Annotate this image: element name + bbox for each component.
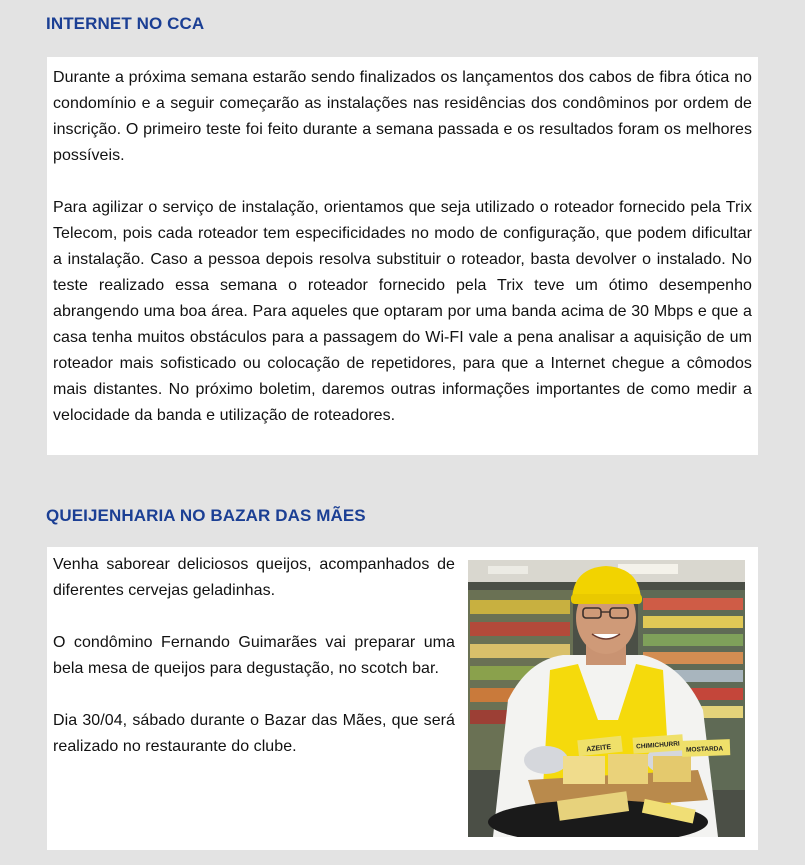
queijenharia-article-box [47,547,758,850]
queijenharia-paragraph-2: O condômino Fernando Guimarães vai preparar uma bela mesa de queijos para degustação, no scotch bar. [53,634,455,677]
photo-label-chimichurri: CHIMICHURRI [635,740,680,751]
section-title-internet: INTERNET NO CCA [46,14,205,33]
photo-label-mostarda: MOSTARDA [685,745,724,754]
internet-article-box [47,57,758,455]
queijenharia-paragraph-3: Dia 30/04, sábado durante o Bazar das Mães, que será realizado no restaurante do clube. [53,712,455,755]
queijenharia-text [53,552,455,760]
internet-paragraph-2: Para agilizar o serviço de instalação, orientamos que seja utilizado o roteador fornecido pela Trix Telecom, pois cada roteador tem especificidades no modo de configuração, que podem dificultar a instalação. Caso a pessoa depois resolva substituir o roteador, basta devolver o instalado. No teste realizado essa semana o roteador fornecido pela Trix teve um ótimo desempenho abrangendo uma boa área. Para aqueles que optaram por uma banda acima de 30 Mbps e que a casa tenha muitos obstáculos para a passagem do Wi-FI vale a pena analisar a aquisição de um roteador mais sofisticado ou colocação de repetidores, para que a Internet chegue a cômodos mais distantes. No próximo boletim, daremos outras informações importantes de como medir a velocidade da banda e utilização de roteadores. [53,199,752,424]
cheese-vendor-photo [468,560,745,837]
section-title-queijenharia: QUEIJENHARIA NO BAZAR DAS MÃES [46,506,366,525]
internet-paragraph-1: Durante a próxima semana estarão sendo finalizados os lançamentos dos cabos de fibra ótica no condomínio e a seguir começarão as instalações nas residências dos condôminos por ordem de inscrição. O primeiro teste foi feito durante a semana passada e os resultados foram os melhores possíveis. [53,69,752,164]
queijenharia-paragraph-1: Venha saborear deliciosos queijos, acompanhados de diferentes cervejas geladinhas. [53,556,455,599]
photo-label-azeite: AZEITE [585,743,612,754]
